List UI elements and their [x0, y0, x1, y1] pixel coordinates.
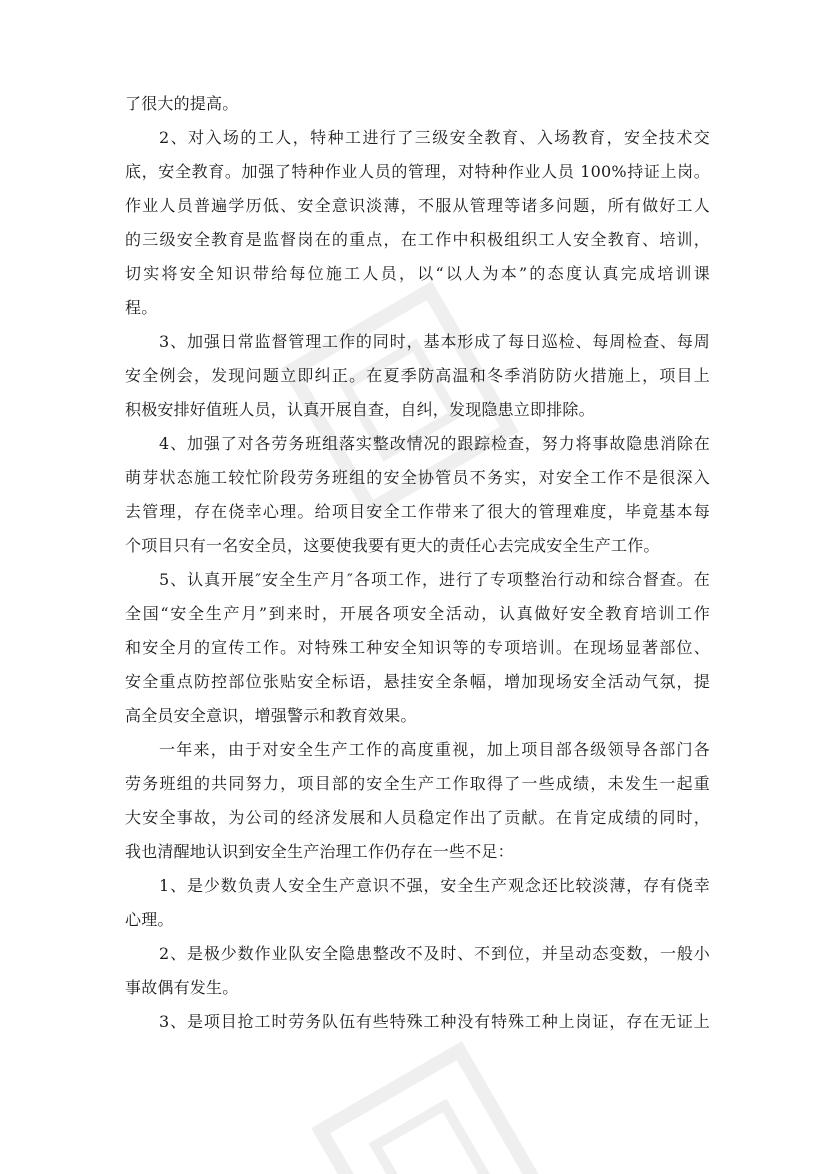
text-line: 积极安排好值班人员，认真开展自查，自纠，发现隐患立即排除。 [125, 400, 595, 419]
body-text [125, 87, 710, 1039]
text-line: 了很大的提高。 [125, 94, 239, 113]
text-line: 底，安全教育。加强了特种作业人员的管理，对特种作业人员 100%持证上岗。 [125, 162, 710, 181]
text-line: 切实将安全知识带给每位施工人员，以“以人为本”的态度认真完成培训课 [125, 264, 710, 283]
text-line: 全国“安全生产月”到来时，开展各项安全活动，认真做好安全教育培训工作 [125, 604, 710, 623]
text-line: 2、是极少数作业队安全隐患整改不及时、不到位，并呈动态变数，一般小 [159, 944, 710, 963]
text-line: 劳务班组的共同努力，项目部的安全生产工作取得了一些成绩，未发生一起重 [125, 774, 710, 793]
text-line: 一年来，由于对安全生产工作的高度重视，加上项目部各级领导各部门各 [159, 740, 710, 759]
watermark-icon [293, 1023, 566, 1174]
text-line: 萌芽状态施工较忙阶段劳务班组的安全协管员不务实，对安全工作不是很深入 [125, 468, 710, 487]
text-line: 和安全月的宣传工作。对特殊工种安全知识等的专项培训。在现场显著部位、 [125, 638, 710, 657]
text-line: 5、认真开展″安全生产月″各项工作，进行了专项整治行动和综合督查。在 [159, 570, 710, 589]
text-line: 心理。 [125, 910, 174, 929]
text-line: 安全重点防控部位张贴安全标语，悬挂安全条幅，增加现场安全活动气氛，提 [125, 672, 710, 691]
text-line: 3、加强日常监督管理工作的同时，基本形成了每日巡检、每周检查、每周 [159, 332, 710, 351]
text-line: 大安全事故，为公司的经济发展和人员稳定作出了贡献。在肯定成绩的同时， [125, 808, 710, 827]
text-line: 1、是少数负责人安全生产意识不强，安全生产观念还比较淡薄，存有侥幸 [159, 876, 710, 895]
text-line: 去管理，存在侥幸心理。给项目安全工作带来了很大的管理难度，毕竟基本每 [125, 502, 710, 521]
text-line: 3、是项目抢工时劳务队伍有些特殊工种没有特殊工种上岗证，存在无证上 [159, 1012, 710, 1031]
text-line: 我也清醒地认识到安全生产治理工作仍存在一些不足： [125, 842, 514, 861]
text-line: 作业人员普遍学历低、安全意识淡薄，不服从管理等诸多问题，所有做好工人 [125, 196, 710, 215]
text-line: 安全例会，发现问题立即纠正。在夏季防高温和冬季消防防火措施上，项目上 [125, 366, 710, 385]
text-line: 事故偶有发生。 [125, 978, 239, 997]
text-line: 个项目只有一名安全员，这要使我要有更大的责任心去完成安全生产工作。 [125, 536, 660, 555]
text-line: 高全员安全意识，增强警示和教育效果。 [125, 706, 417, 725]
text-line: 4、加强了对各劳务班组落实整改情况的跟踪检查，努力将事故隐患消除在 [159, 434, 710, 453]
text-line: 2、对入场的工人，特种工进行了三级安全教育、入场教育，安全技术交 [159, 128, 710, 147]
text-line: 程。 [125, 298, 158, 317]
text-line: 的三级安全教育是监督岗在的重点，在工作中积极组织工人安全教育、培训， [125, 230, 710, 249]
